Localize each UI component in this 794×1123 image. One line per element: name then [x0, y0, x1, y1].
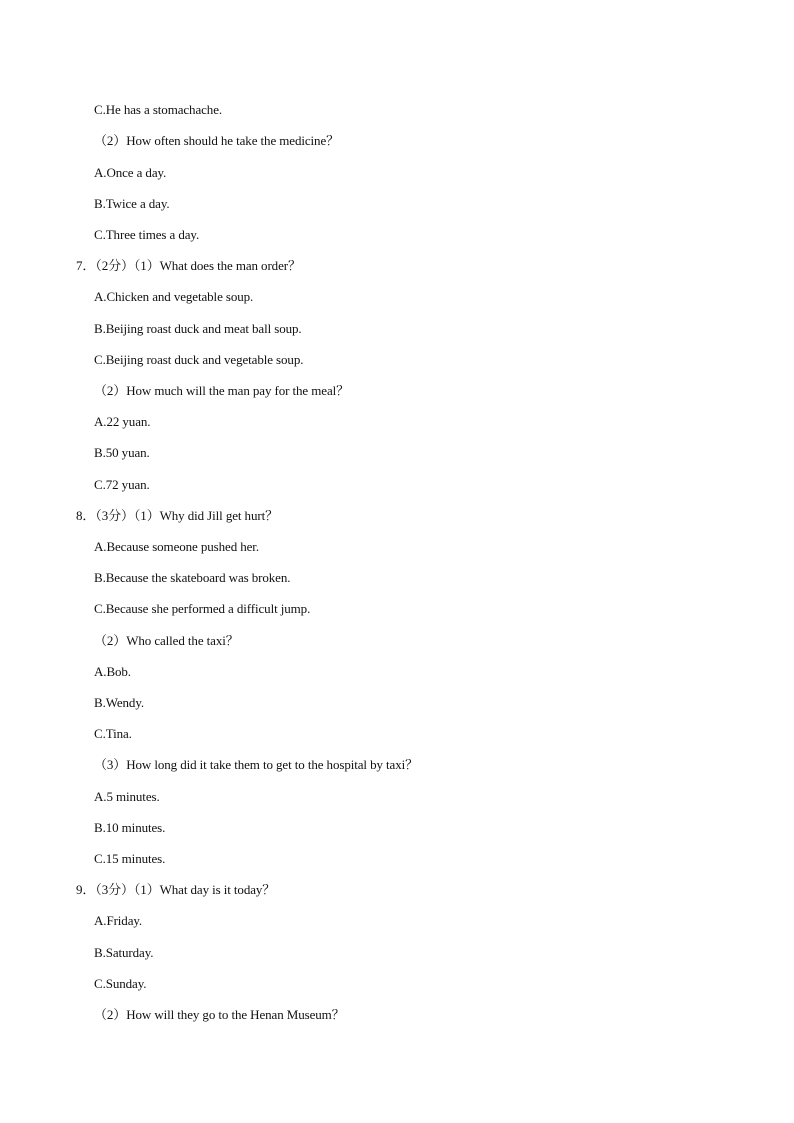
question-8-sub-2: （2）Who called the taxi？	[94, 633, 239, 648]
option-8-2-b: B.Wendy.	[94, 695, 145, 710]
question-6-sub-2: （2）How often should he take the medicine？	[94, 133, 340, 148]
option-7-1-a: A.Chicken and vegetable soup.	[94, 289, 254, 304]
option-6-2-b: B.Twice a day.	[94, 196, 170, 211]
option-8-2-c: C.Tina.	[94, 726, 132, 741]
question-8: 8．（3分）（1）Why did Jill get hurt？	[76, 508, 278, 523]
question-7-sub-2: （2）How much will the man pay for the meal？	[94, 383, 350, 398]
option-7-1-b: B.Beijing roast duck and meat ball soup.	[94, 321, 302, 336]
question-9: 9．（3分）（1）What day is it today？	[76, 882, 276, 897]
question-7: 7．（2分）（1）What does the man order？	[76, 258, 301, 273]
option-9-1-b: B.Saturday.	[94, 945, 154, 960]
option-6-2-c: C.Three times a day.	[94, 227, 200, 242]
question-8-sub-3: （3）How long did it take them to get to the hospital by taxi？	[94, 757, 419, 772]
option-8-1-c: C.Because she performed a difficult jump.	[94, 601, 311, 616]
option-8-3-b: B.10 minutes.	[94, 820, 166, 835]
option-8-1-b: B.Because the skateboard was broken.	[94, 570, 291, 585]
option-6-2-a: A.Once a day.	[94, 165, 167, 180]
option-8-1-a: A.Because someone pushed her.	[94, 539, 259, 554]
option-8-3-a: A.5 minutes.	[94, 789, 160, 804]
option-8-3-c: C.15 minutes.	[94, 851, 166, 866]
option-6-1-c: C.He has a stomachache.	[94, 102, 223, 117]
option-9-1-c: C.Sunday.	[94, 976, 147, 991]
question-9-sub-2: （2）How will they go to the Henan Museum？	[94, 1007, 345, 1022]
option-7-2-a: A.22 yuan.	[94, 414, 151, 429]
option-8-2-a: A.Bob.	[94, 664, 131, 679]
option-7-2-b: B.50 yuan.	[94, 445, 150, 460]
option-7-2-c: C.72 yuan.	[94, 477, 150, 492]
option-9-1-a: A.Friday.	[94, 913, 143, 928]
option-7-1-c: C.Beijing roast duck and vegetable soup.	[94, 352, 304, 367]
